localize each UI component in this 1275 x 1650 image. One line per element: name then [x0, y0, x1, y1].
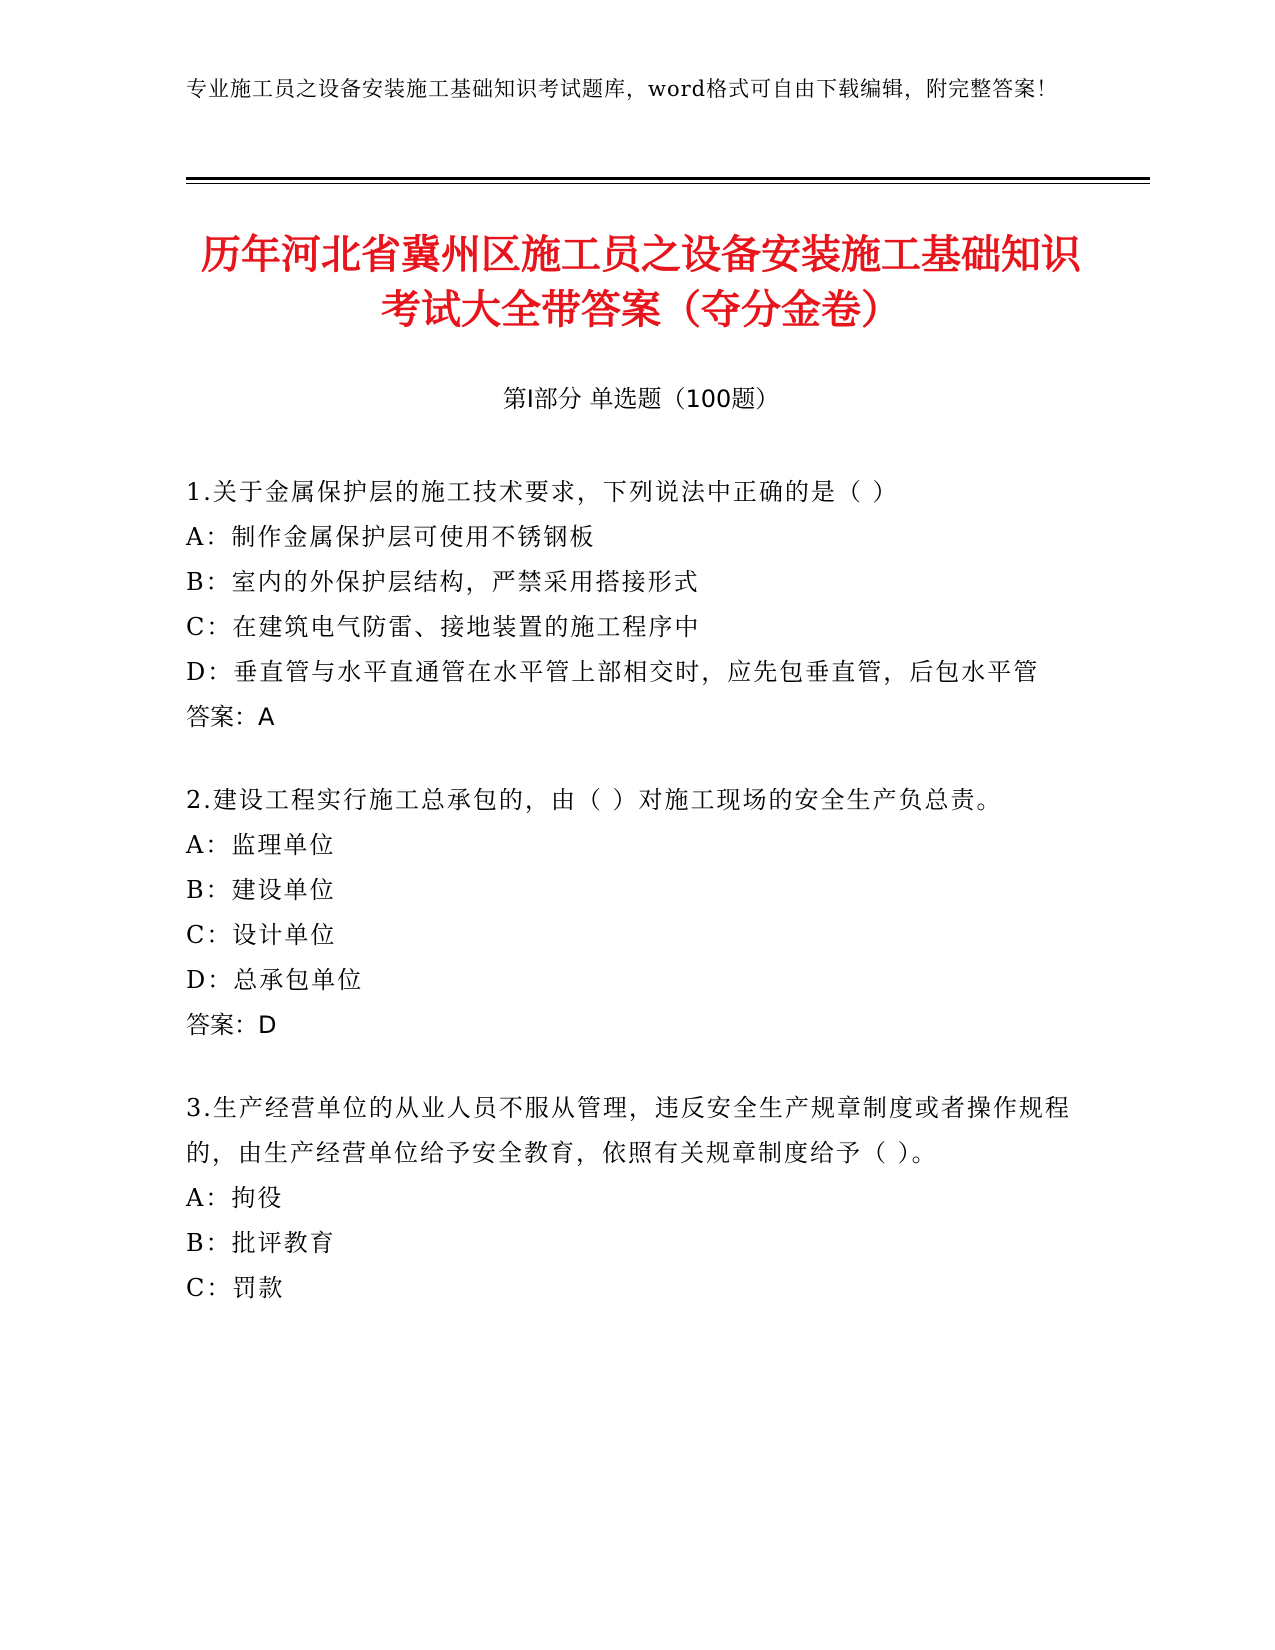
question-list [186, 470, 1071, 1349]
option-b: B：建设单位 [186, 876, 336, 904]
option-c: C：在建筑电气防雷、接地装置的施工程序中 [186, 613, 701, 641]
option-c: C：设计单位 [186, 921, 337, 949]
answer: 答案：A [186, 703, 275, 731]
option-a: A：拘役 [186, 1184, 284, 1212]
question-stem: 3.生产经营单位的从业人员不服从管理，违反安全生产规章制度或者操作规程的，由生产经营单位给予安全教育，依照有关规章制度给予（ ）。 [186, 1094, 1071, 1167]
answer: 答案：D [186, 1011, 277, 1039]
question-stem: 2.建设工程实行施工总承包的，由（ ）对施工现场的安全生产负总责。 [186, 786, 1003, 814]
document-title: 历年河北省冀州区施工员之设备安装施工基础知识考试大全带答案（夺分金卷） [201, 232, 1081, 333]
question-stem: 1.关于金属保护层的施工技术要求，下列说法中正确的是（ ） [186, 478, 899, 506]
question-1 [186, 470, 1071, 740]
header-rule-thin [186, 183, 1150, 184]
option-d: D：垂直管与水平直通管在水平管上部相交时，应先包垂直管，后包水平管 [186, 658, 1040, 686]
option-b: B：批评教育 [186, 1229, 336, 1257]
option-d: D：总承包单位 [186, 966, 364, 994]
question-3 [186, 1086, 1071, 1311]
option-b: B：室内的外保护层结构，严禁采用搭接形式 [186, 568, 700, 596]
option-a: A：监理单位 [186, 831, 336, 859]
option-c: C：罚款 [186, 1274, 285, 1302]
option-a: A：制作金属保护层可使用不锈钢板 [186, 523, 596, 551]
question-2 [186, 778, 1071, 1048]
section-heading: 第Ⅰ部分 单选题（100题） [502, 385, 780, 413]
header-rule-thick [186, 177, 1150, 180]
header-note: 专业施工员之设备安装施工基础知识考试题库，word格式可自由下载编辑，附完整答案！ [186, 77, 1059, 101]
